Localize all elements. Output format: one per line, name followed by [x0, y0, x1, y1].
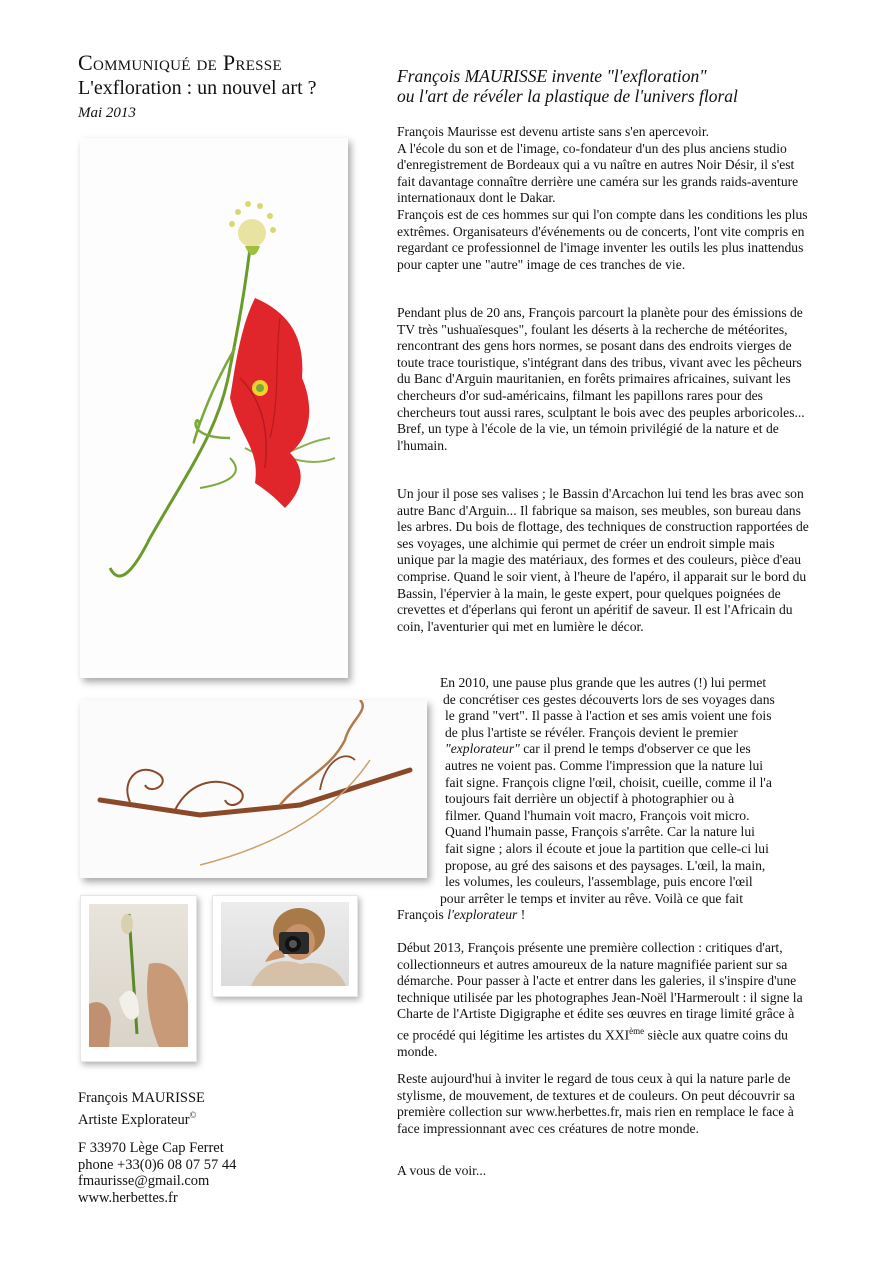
paragraph-3	[397, 486, 809, 635]
photographer-illustration	[221, 902, 349, 986]
p4-line-7: fait signe. François cligne l'œil, choisit, cueille, comme il l'a	[445, 774, 772, 790]
twig-illustration	[80, 700, 427, 878]
p4-end-italic: l'explorateur	[447, 907, 518, 923]
p4-italic-word: "explorateur"	[445, 741, 520, 757]
p4-line-6: autres ne voient pas. Comme l'impression que la nature lui	[445, 758, 764, 773]
contact-block	[78, 1090, 205, 1128]
p4-line-8: toujours fait derrière un objectif à photographier ou à	[445, 791, 735, 807]
p4-line-12: propose, au gré des saisons et des paysages. L'œil, la main,	[445, 857, 766, 873]
headline	[397, 66, 817, 106]
paragraph-7	[397, 1163, 809, 1180]
paragraph-1-line-c: François est de ces hommes sur qui l'on compte dans les conditions les plus extrêmes. Organisateurs d'événements ou de concerts, l'ont vite compris en regardant ce professionnel de l'image inventer les outils les plus inattendus pour capter une "autre" image de ces tranches de vie.	[397, 206, 808, 272]
paragraph-1-line-a: François Maurisse est devenu artiste sans s'en apercevoir.	[397, 124, 709, 139]
p4-end-post: !	[517, 907, 526, 923]
photo-hands-flower-frame	[80, 895, 197, 1062]
p4-line-5-rest: car il prend le temps d'observer ce que les	[519, 741, 751, 757]
p4-line-2: de concrétiser ces gestes découverts lors de ses voyages dans	[443, 691, 775, 707]
p4-line-9: filmer. Quand l'humain voit macro, François voit micro.	[445, 807, 750, 823]
contact-address: F 33970 Lège Cap Ferret	[78, 1140, 224, 1156]
flower-figure-illustration	[80, 138, 348, 678]
contact-website[interactable]: www.herbettes.fr	[78, 1189, 178, 1206]
paragraph-2	[397, 305, 809, 454]
p4-line-13: les volumes, les couleurs, l'assemblage, puis encore l'œil	[445, 874, 753, 890]
contact-phone: phone +33(0)6 08 07 57 44	[78, 1156, 237, 1173]
p4-line-15	[397, 907, 525, 924]
paragraph-1-line-b: A l'école du son et de l'image, co-fondateur d'un des plus anciens studio d'enregistrement de Bordeaux qui a vu naître en autres Noir Désir, il s'est fait davantage connaître derrière une caméra sur les grands raids-aventure internationaux dont le Dakar.	[397, 140, 799, 206]
p4-line-5	[445, 741, 751, 758]
p4-line-4: de plus l'artiste se révéler. François devient le premier	[445, 724, 738, 740]
hands-flower-illustration	[89, 904, 188, 1047]
headline-line-2: ou l'art de révéler la plastique de l'univers floral	[397, 86, 738, 106]
paragraph-1	[397, 124, 809, 273]
photo-twig-sculpture	[80, 700, 427, 878]
contact-details	[78, 1140, 236, 1206]
headline-line-1: François MAURISSE invente "l'exfloration"	[397, 66, 707, 86]
contact-role-text: Artiste Explorateur	[78, 1111, 190, 1128]
p5-superscript: ème	[629, 1025, 645, 1036]
paragraph-2-text: Pendant plus de 20 ans, François parcourt la planète pour des émissions de TV très "ushuaïesques", foulant les déserts à la recherche de météorites, rencontrant des gens hors normes, se posant dans des endroits vierges de toute trace touristique, s'intégrant dans des tribus, vivant avec les pêcheurs du Banc d'Arguin mauritanien, en forêts primaires africaines, suivant les chercheurs d'or sud-américains, filmant les papillons rares pour des chercheurs tout aussi rares, sculptant le bois avec des peuples arboricoles... Bref, un type à l'école de la vie, un témoin privilégié de la nature et de l'humain.	[397, 305, 805, 453]
p4-line-3: le grand "vert". Il passe à l'action et ses amis voient une fois	[445, 708, 772, 724]
press-release-subtitle: L'exfloration : un nouvel art ?	[78, 77, 317, 99]
photo-hands-flower	[89, 904, 188, 1047]
press-release-title: Communiqué de Presse	[78, 50, 282, 75]
contact-name: François MAURISSE	[78, 1090, 205, 1106]
press-release-date: Mai 2013	[78, 105, 136, 121]
copyright-mark: ©	[189, 1109, 197, 1120]
p4-end-pre: François	[397, 907, 448, 923]
paragraph-7-text: A vous de voir...	[397, 1163, 487, 1178]
paragraph-3-text: Un jour il pose ses valises ; le Bassin d'Arcachon lui tend les bras avec son autre Banc d'Arguin... Il fabrique sa maison, ses meubles, son bureau dans les arbres. Du bois de flottage, des techniques de construction rapportées de ses voyages, une alchimie qui permet de créer un endroit simple mais unique par la magie des matériaux, des formes et des couleurs, pièce d'eau comprise. Quand le soir vient, à l'heure de l'apéro, il apparait sur le bord du Bassin, l'épervier à la main, le geste expert, pour quelques poignées de crevettes et d'éperlans qui feront un apéritif de saveur. Il est l'Africain du coin, l'aventurier qui met en lumière le décor.	[397, 486, 809, 634]
paragraph-5	[397, 940, 809, 1061]
p4-line-10: Quand l'humain passe, François s'arrête. Car la nature lui	[445, 824, 755, 840]
photo-flower-figure	[80, 138, 348, 678]
paragraph-5-text	[397, 940, 809, 1061]
p4-line-14: pour arrêter le temps et inviter au rêve. Voilà ce que fait	[440, 890, 743, 906]
p5-pre: Début 2013, François présente une première collection : critiques d'art, collectionneurs et autres amoureux de la nature magnifiée parient sur sa démarche. Pour passer à l'acte et entrer dans les galeries, il s'inspire d'une technique utilisée par les photographes Jean-Noël l'Harmeroult : il signe la Charte de l'Artiste Digigraphe et édite ses œuvres en tirage limité grâce à ce procédé qui légitime les artistes du XXI	[397, 940, 803, 1043]
photo-photographer-frame	[212, 895, 358, 997]
photo-photographer	[221, 902, 349, 986]
contact-role	[78, 1107, 205, 1128]
paragraph-6	[397, 1071, 809, 1137]
p5-post: siècle aux quatre coins du monde.	[397, 1027, 788, 1060]
paragraph-6-text: Reste aujourd'hui à inviter le regard de tous ceux à qui la nature parle de stylisme, de mouvement, de textures et de couleurs. On peut découvrir sa première collection sur www.herbettes.fr, mais rien en remplace le face à face impressionnant avec ces créatures de notre monde.	[397, 1071, 795, 1136]
p4-line-11: fait signe ; alors il écoute et joue la partition que celle-ci lui	[445, 841, 769, 856]
contact-email[interactable]: fmaurisse@gmail.com	[78, 1173, 210, 1189]
p4-line-1: En 2010, une pause plus grande que les autres (!) lui permet	[440, 675, 767, 690]
